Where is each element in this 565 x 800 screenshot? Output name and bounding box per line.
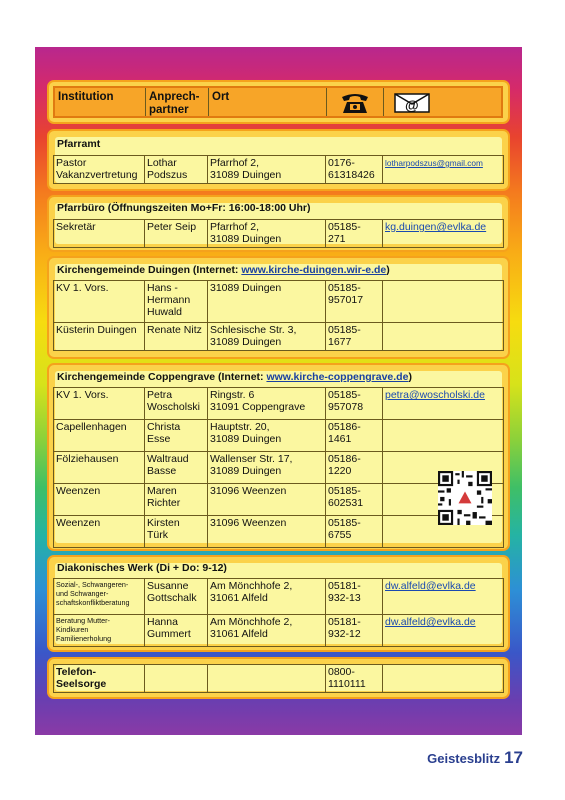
cell-contact: Petra Woscholski xyxy=(145,388,208,420)
cell-contact: Renate Nitz xyxy=(145,323,208,351)
cell-place: 31089 Duingen xyxy=(208,281,326,323)
table-row xyxy=(54,420,504,452)
cell-place: Hauptstr. 20, 31089 Duingen xyxy=(208,420,326,452)
cell-email xyxy=(383,323,504,351)
cell-phone: 05186- 1220 xyxy=(326,452,383,484)
cell-place: 31096 Weenzen xyxy=(208,484,326,516)
cell-contact: Lothar Podszus xyxy=(145,156,208,184)
cell-institution: Küsterin Duingen xyxy=(54,323,145,351)
diakonie-table xyxy=(53,578,504,647)
duingen-table xyxy=(53,280,504,351)
table-row xyxy=(54,452,504,484)
cell-contact: Peter Seip xyxy=(145,220,208,248)
diakonie-title: Diakonisches Werk (Di + Do: 9-12) xyxy=(57,562,227,574)
page-footer xyxy=(427,748,523,768)
envelope-at-icon xyxy=(384,88,501,116)
table-row xyxy=(54,665,504,693)
cell-phone: 0176- 61318426 xyxy=(326,156,383,184)
cell-phone: 05185- 957017 xyxy=(326,281,383,323)
cell-phone: 05185- 271 xyxy=(326,220,383,248)
cell-institution: Capellenhagen xyxy=(54,420,145,452)
cell-phone: 05186- 1461 xyxy=(326,420,383,452)
email-link[interactable]: lotharpodszus@gmail.com xyxy=(383,156,504,184)
magazine-name: Geistesblitz xyxy=(427,751,501,766)
coppengrave-title xyxy=(57,371,412,384)
cell-institution: Weenzen xyxy=(54,484,145,516)
header-contact: Anprech- partner xyxy=(146,88,209,116)
cell-place: Schlesische Str. 3, 31089 Duingen xyxy=(208,323,326,351)
coppengrave-website-link[interactable]: www.kirche-coppengrave.de xyxy=(266,371,409,383)
cell-email xyxy=(383,420,504,452)
cell-contact: Hanna Gummert xyxy=(145,615,208,647)
cell-institution: Weenzen xyxy=(54,516,145,548)
cell-phone: 05185- 602531 xyxy=(326,484,383,516)
seelsorge-table xyxy=(53,664,504,693)
table-row xyxy=(54,281,504,323)
cell-place: Am Mönchhofe 2, 31061 Alfeld xyxy=(208,615,326,647)
table-row xyxy=(54,388,504,420)
duingen-title xyxy=(57,264,390,277)
table-row xyxy=(54,516,504,548)
email-link[interactable]: dw.alfeld@evlka.de xyxy=(383,615,504,647)
coppengrave-title-text: Kirchengemeinde Coppengrave (Internet: xyxy=(57,371,267,383)
qr-code xyxy=(438,471,492,525)
cell-contact: Maren Richter xyxy=(145,484,208,516)
cell-phone: 05181- 932-13 xyxy=(326,579,383,615)
cell-contact: Susanne Gottschalk xyxy=(145,579,208,615)
cell-phone: 05185- 1677 xyxy=(326,323,383,351)
cell-institution: KV 1. Vors. xyxy=(54,388,145,420)
email-link[interactable]: dw.alfeld@evlka.de xyxy=(383,579,504,615)
cell-email xyxy=(383,281,504,323)
cell-contact xyxy=(145,665,208,693)
email-link[interactable]: petra@woscholski.de xyxy=(383,388,504,420)
table-row xyxy=(54,484,504,516)
cell-contact: Christa Esse xyxy=(145,420,208,452)
pfarrbuero-title: Pfarrbüro (Öffnungszeiten Mo+Fr: 16:00-18:00 Uhr) xyxy=(57,202,311,214)
table-row xyxy=(54,220,504,248)
cell-institution: Fölziehausen xyxy=(54,452,145,484)
cell-place xyxy=(208,665,326,693)
cell-institution: Telefon- Seelsorge xyxy=(54,665,145,693)
cell-place: Pfarrhof 2, 31089 Duingen xyxy=(208,220,326,248)
cell-institution: Sozial-, Schwangeren- und Schwanger- schaftskonfliktberatung xyxy=(54,579,145,615)
cell-institution: Pastor Vakanzvertretung xyxy=(54,156,145,184)
table-row xyxy=(54,156,504,184)
header-place: Ort xyxy=(209,88,327,116)
duingen-website-link[interactable]: www.kirche-duingen.wir-e.de xyxy=(241,264,387,276)
table-row xyxy=(54,615,504,647)
cell-phone: 0800- 1110111 xyxy=(326,665,383,693)
pfarramt-title: Pfarramt xyxy=(57,138,101,150)
table-header xyxy=(53,86,503,118)
svg-text:@: @ xyxy=(405,97,419,113)
cell-place: Pfarrhof 2, 31089 Duingen xyxy=(208,156,326,184)
duingen-title-text: Kirchengemeinde Duingen (Internet: xyxy=(57,264,242,276)
email-link[interactable]: kg.duingen@evlka.de xyxy=(383,220,504,248)
title-suffix: ) xyxy=(386,264,390,276)
header-institution: Institution xyxy=(55,88,146,116)
table-row xyxy=(54,323,504,351)
cell-contact: Kirsten Türk xyxy=(145,516,208,548)
coppengrave-table xyxy=(53,387,504,548)
title-suffix: ) xyxy=(408,371,412,383)
cell-phone: 05185- 6755 xyxy=(326,516,383,548)
cell-email xyxy=(383,665,504,693)
table-row xyxy=(54,579,504,615)
cell-place: Ringstr. 6 31091 Coppengrave xyxy=(208,388,326,420)
cell-institution: KV 1. Vors. xyxy=(54,281,145,323)
cell-place: Am Mönchhofe 2, 31061 Alfeld xyxy=(208,579,326,615)
cell-contact: Hans - Hermann Huwald xyxy=(145,281,208,323)
cell-place: Wallenser Str. 17, 31089 Duingen xyxy=(208,452,326,484)
pfarrbuero-table xyxy=(53,219,504,248)
pfarramt-table xyxy=(53,155,504,184)
cell-phone: 05181- 932-12 xyxy=(326,615,383,647)
cell-institution: Beratung Mutter- Kindkuren Familienerholung xyxy=(54,615,145,647)
cell-institution: Sekretär xyxy=(54,220,145,248)
telephone-icon xyxy=(327,88,384,116)
cell-phone: 05185- 957078 xyxy=(326,388,383,420)
cell-place: 31096 Weenzen xyxy=(208,516,326,548)
page-number: 17 xyxy=(504,748,523,767)
cell-contact: Waltraud Basse xyxy=(145,452,208,484)
